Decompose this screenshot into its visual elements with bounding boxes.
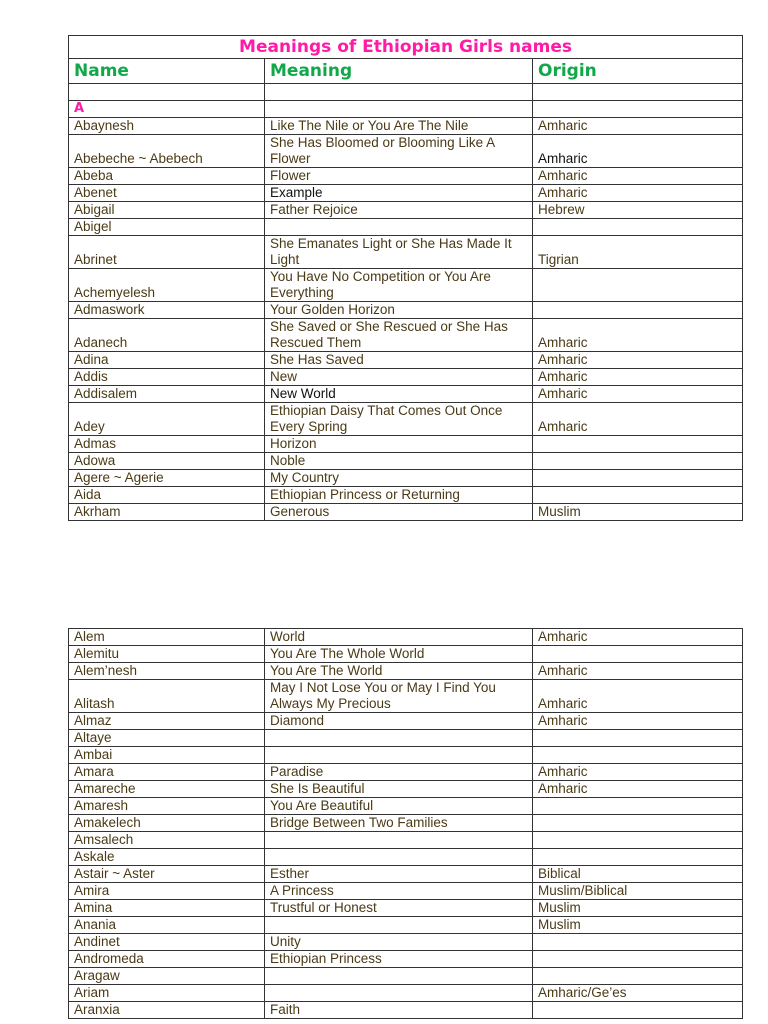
meaning-cell: Bridge Between Two Families: [265, 815, 533, 832]
origin-cell: Amharic: [533, 713, 743, 730]
name-cell: Alitash: [69, 680, 265, 713]
origin-cell: [533, 951, 743, 968]
table-row: [69, 917, 743, 934]
name-cell: Aragaw: [69, 968, 265, 985]
origin-cell: [533, 968, 743, 985]
origin-cell: [533, 849, 743, 866]
meaning-cell: Paradise: [265, 764, 533, 781]
origin-cell: [533, 832, 743, 849]
table-row: [69, 135, 743, 168]
name-cell: Admas: [69, 436, 265, 453]
names-table-1: [68, 35, 743, 521]
empty-cell: [265, 101, 533, 118]
table-row: [69, 934, 743, 951]
spacer-cell: [265, 84, 533, 101]
table-row: [69, 168, 743, 185]
table-row: [69, 302, 743, 319]
name-cell: Abrinet: [69, 236, 265, 269]
origin-cell: Amharic: [533, 781, 743, 798]
origin-cell: Muslim: [533, 900, 743, 917]
origin-cell: [533, 1002, 743, 1019]
name-cell: Abigel: [69, 219, 265, 236]
origin-cell: Amharic: [533, 185, 743, 202]
meaning-cell: She Emanates Light or She Has Made It Light: [265, 236, 533, 269]
name-cell: Abebeche ~ Abebech: [69, 135, 265, 168]
meaning-cell: A Princess: [265, 883, 533, 900]
name-cell: Adina: [69, 352, 265, 369]
origin-cell: [533, 487, 743, 504]
origin-cell: [533, 798, 743, 815]
table-row: [69, 470, 743, 487]
meaning-cell: My Country: [265, 470, 533, 487]
table-row: [69, 883, 743, 900]
table-row: [69, 236, 743, 269]
name-cell: Abenet: [69, 185, 265, 202]
name-cell: Abaynesh: [69, 118, 265, 135]
header-row: [69, 59, 743, 84]
meaning-cell: Example: [265, 185, 533, 202]
name-cell: Aida: [69, 487, 265, 504]
meaning-cell: Horizon: [265, 436, 533, 453]
origin-cell: [533, 436, 743, 453]
name-cell: Askale: [69, 849, 265, 866]
table-row: [69, 747, 743, 764]
table-row: [69, 781, 743, 798]
table-row: [69, 369, 743, 386]
header-meaning: Meaning: [265, 59, 533, 84]
meaning-cell: She Is Beautiful: [265, 781, 533, 798]
meaning-cell: Ethiopian Princess: [265, 951, 533, 968]
table-row: [69, 436, 743, 453]
meaning-cell: Esther: [265, 866, 533, 883]
table-row: [69, 815, 743, 832]
section-letter: A: [69, 101, 265, 118]
name-cell: Aranxia: [69, 1002, 265, 1019]
meaning-cell: [265, 219, 533, 236]
origin-cell: [533, 302, 743, 319]
name-cell: Alem: [69, 629, 265, 646]
name-cell: Addis: [69, 369, 265, 386]
name-cell: Akrham: [69, 504, 265, 521]
meaning-cell: Diamond: [265, 713, 533, 730]
table-row: [69, 453, 743, 470]
meaning-cell: [265, 985, 533, 1002]
meaning-cell: You Are The Whole World: [265, 646, 533, 663]
meaning-cell: She Has Saved: [265, 352, 533, 369]
origin-cell: [533, 646, 743, 663]
name-cell: Admaswork: [69, 302, 265, 319]
meaning-cell: [265, 747, 533, 764]
name-cell: Ambai: [69, 747, 265, 764]
origin-cell: Amharic: [533, 369, 743, 386]
meaning-cell: You Have No Competition or You Are Everything: [265, 269, 533, 302]
table-row: [69, 798, 743, 815]
table-row: [69, 968, 743, 985]
name-cell: Altaye: [69, 730, 265, 747]
meaning-cell: Generous: [265, 504, 533, 521]
empty-cell: [533, 101, 743, 118]
meaning-cell: You Are The World: [265, 663, 533, 680]
name-cell: Amsalech: [69, 832, 265, 849]
origin-cell: Biblical: [533, 866, 743, 883]
document-title: Meanings of Ethiopian Girls names: [69, 36, 743, 59]
meaning-cell: Father Rejoice: [265, 202, 533, 219]
origin-cell: Amharic: [533, 168, 743, 185]
name-cell: Agere ~ Agerie: [69, 470, 265, 487]
table-row: [69, 219, 743, 236]
header-name: Name: [69, 59, 265, 84]
name-cell: Alem’nesh: [69, 663, 265, 680]
meaning-cell: She Saved or She Rescued or She Has Rescued Them: [265, 319, 533, 352]
name-cell: Almaz: [69, 713, 265, 730]
name-cell: Adowa: [69, 453, 265, 470]
meaning-cell: Faith: [265, 1002, 533, 1019]
section-letter-row: [69, 101, 743, 118]
origin-cell: [533, 730, 743, 747]
name-cell: Addisalem: [69, 386, 265, 403]
table-row: [69, 764, 743, 781]
table-row: [69, 985, 743, 1002]
meaning-cell: Ethiopian Princess or Returning: [265, 487, 533, 504]
origin-cell: Amharic: [533, 663, 743, 680]
origin-cell: Amharic: [533, 352, 743, 369]
table-row: [69, 504, 743, 521]
meaning-cell: [265, 849, 533, 866]
origin-cell: [533, 453, 743, 470]
names-table-2: [68, 628, 743, 1019]
meaning-cell: New World: [265, 386, 533, 403]
table-row: [69, 900, 743, 917]
origin-cell: [533, 815, 743, 832]
table-row: [69, 487, 743, 504]
table-row: [69, 832, 743, 849]
origin-cell: Amharic: [533, 403, 743, 436]
name-cell: Andinet: [69, 934, 265, 951]
table-row: [69, 352, 743, 369]
meaning-cell: Your Golden Horizon: [265, 302, 533, 319]
meaning-cell: She Has Bloomed or Blooming Like A Flower: [265, 135, 533, 168]
table-row: [69, 1002, 743, 1019]
meaning-cell: [265, 832, 533, 849]
origin-cell: Muslim/Biblical: [533, 883, 743, 900]
table-row: [69, 713, 743, 730]
origin-cell: Muslim: [533, 917, 743, 934]
table-row: [69, 730, 743, 747]
origin-cell: Amharic: [533, 629, 743, 646]
names-table-1-body: [69, 36, 743, 521]
origin-cell: Tigrian: [533, 236, 743, 269]
meaning-cell: Like The Nile or You Are The Nile: [265, 118, 533, 135]
header-origin: Origin: [533, 59, 743, 84]
origin-cell: [533, 470, 743, 487]
meaning-cell: Unity: [265, 934, 533, 951]
name-cell: Amira: [69, 883, 265, 900]
origin-cell: Amharic: [533, 764, 743, 781]
name-cell: Andromeda: [69, 951, 265, 968]
table-row: [69, 386, 743, 403]
table-row: [69, 269, 743, 302]
table-row: [69, 202, 743, 219]
name-cell: Astair ~ Aster: [69, 866, 265, 883]
table-row: [69, 663, 743, 680]
origin-cell: [533, 747, 743, 764]
origin-cell: Hebrew: [533, 202, 743, 219]
names-table-2-body: [69, 629, 743, 1019]
table-row: [69, 951, 743, 968]
origin-cell: Amharic: [533, 680, 743, 713]
name-cell: Amareche: [69, 781, 265, 798]
meaning-cell: Ethiopian Daisy That Comes Out Once Every Spring: [265, 403, 533, 436]
meaning-cell: May I Not Lose You or May I Find You Always My Precious: [265, 680, 533, 713]
meaning-cell: [265, 917, 533, 934]
table-row: [69, 629, 743, 646]
name-cell: Abigail: [69, 202, 265, 219]
name-cell: Amakelech: [69, 815, 265, 832]
meaning-cell: Trustful or Honest: [265, 900, 533, 917]
origin-cell: Amharic: [533, 135, 743, 168]
spacer-cell: [533, 84, 743, 101]
meaning-cell: Noble: [265, 453, 533, 470]
name-cell: Abeba: [69, 168, 265, 185]
table-row: [69, 849, 743, 866]
origin-cell: [533, 269, 743, 302]
table-row: [69, 680, 743, 713]
meaning-cell: Flower: [265, 168, 533, 185]
origin-cell: Amharic: [533, 118, 743, 135]
origin-cell: [533, 934, 743, 951]
meaning-cell: World: [265, 629, 533, 646]
origin-cell: Amharic: [533, 386, 743, 403]
meaning-cell: You Are Beautiful: [265, 798, 533, 815]
name-cell: Amaresh: [69, 798, 265, 815]
table-row: [69, 646, 743, 663]
name-cell: Alemitu: [69, 646, 265, 663]
origin-cell: [533, 219, 743, 236]
table-row: [69, 866, 743, 883]
name-cell: Anania: [69, 917, 265, 934]
table-row: [69, 319, 743, 352]
name-cell: Ariam: [69, 985, 265, 1002]
table-row: [69, 403, 743, 436]
origin-cell: Amharic/Ge’es: [533, 985, 743, 1002]
title-row: [69, 36, 743, 59]
meaning-cell: [265, 968, 533, 985]
name-cell: Achemyelesh: [69, 269, 265, 302]
spacer-cell: [69, 84, 265, 101]
meaning-cell: New: [265, 369, 533, 386]
origin-cell: Muslim: [533, 504, 743, 521]
origin-cell: Amharic: [533, 319, 743, 352]
spacer-row: [69, 84, 743, 101]
table-row: [69, 185, 743, 202]
table-row: [69, 118, 743, 135]
name-cell: Amina: [69, 900, 265, 917]
name-cell: Amara: [69, 764, 265, 781]
meaning-cell: [265, 730, 533, 747]
name-cell: Adey: [69, 403, 265, 436]
name-cell: Adanech: [69, 319, 265, 352]
